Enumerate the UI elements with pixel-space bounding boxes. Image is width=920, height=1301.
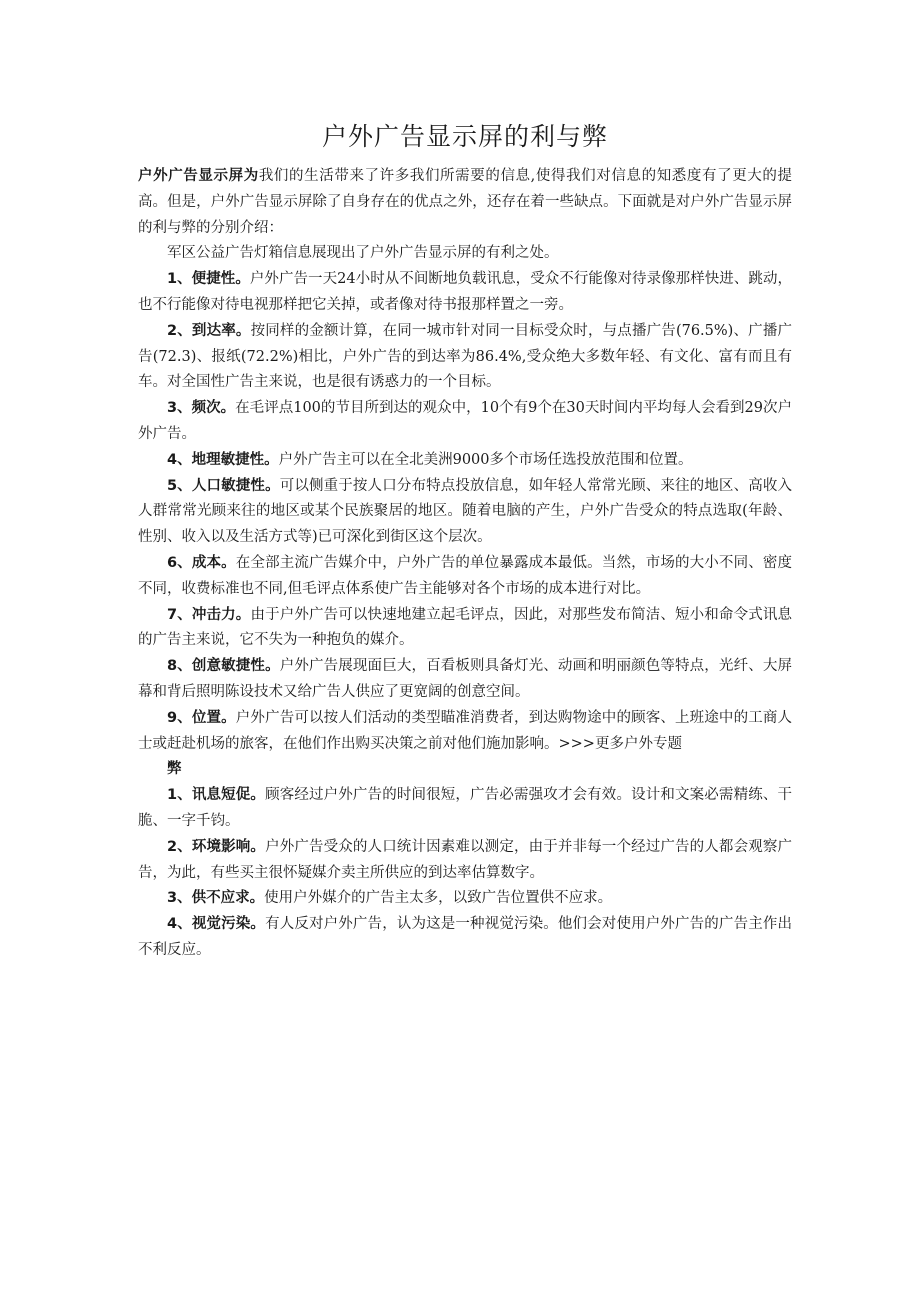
advantage-text: 按同样的金额计算，在同一城市针对同一目标受众时，与点播广告(76.5%)、广播广告(72.3)、报纸(72.2%)相比，户外广告的到达率为86.4%,受众绝大多数年轻、有文化、富有而且有车。对全国性广告主来说，也是很有诱惑力的一个目标。 (138, 322, 792, 391)
advantage-text: 户外广告展现面巨大，百看板则具备灯光、动画和明丽颜色等特点，光纤、大屏幕和背后照明陈设技术又给广告人供应了更宽阔的创意空间。 (138, 658, 792, 700)
advantage-text: 户外广告主可以在全北美洲9000多个市场任选投放范围和位置。 (278, 451, 693, 468)
advantage-item (138, 474, 792, 551)
advantage-item (138, 603, 792, 655)
advantage-lead: 8、创意敏捷性。 (167, 658, 280, 675)
disadvantage-text: 使用户外媒介的广告主太多，以致广告位置供不应求。 (264, 890, 613, 907)
disadvantage-text: 有人反对户外广告，认为这是一种视觉污染。他们会对使用户外广告的广告主作出不利反应。 (138, 916, 792, 958)
advantage-item (138, 654, 792, 706)
disadvantages-heading: 弊 (167, 761, 182, 778)
advantage-lead: 1、便捷性。 (167, 271, 250, 288)
advantage-item (138, 396, 792, 448)
advantage-lead: 9、位置。 (167, 709, 236, 726)
advantage-lead: 5、人口敏捷性。 (167, 477, 280, 494)
disadvantage-lead: 4、视觉污染。 (167, 916, 266, 933)
disadvantage-item (138, 886, 792, 912)
advantage-lead: 3、频次。 (167, 400, 236, 417)
advantage-lead: 7、冲击力。 (167, 606, 251, 623)
intro-lead: 户外广告显示屏为 (138, 168, 259, 184)
advantage-text: 户外广告一天24小时从不间断地负载讯息，受众不行能像对待录像那样快进、跳动，也不行能像对待电视那样把它关掉，或者像对待书报那样置之一旁。 (138, 271, 792, 313)
disadvantage-item (138, 912, 792, 964)
advantage-text: 在全部主流广告媒介中，户外广告的单位暴露成本最低。当然，市场的大小不同、密度不同，收费标准也不同,但毛评点体系使广告主能够对各个市场的成本进行对比。 (138, 554, 792, 597)
advantage-text: 户外广告可以按人们活动的类型瞄准消费者，到达购物途中的顾客、上班途中的工商人士或赶赴机场的旅客，在他们作出购买决策之前对他们施加影响。>>>更多户外专题 (138, 709, 792, 752)
advantage-text: 在毛评点100的节目所到达的观众中，10个有9个在30天时间内平均每人会看到29次户外广告。 (138, 400, 792, 442)
advantage-text: 由于户外广告可以快速地建立起毛评点，因此，对那些发布简洁、短小和命令式讯息的广告主来说，它不失为一种抱负的媒介。 (138, 606, 792, 649)
disadvantage-lead: 1、讯息短促。 (167, 787, 266, 804)
disadvantage-item (138, 835, 792, 887)
intro-paragraph (138, 164, 792, 241)
advantage-item (138, 551, 792, 603)
advantages-intro: 军区公益广告灯箱信息展现出了户外广告显示屏的有利之处。 (167, 245, 559, 262)
document-title: 户外广告显示屏的利与弊 (321, 122, 608, 151)
disadvantage-text: 顾客经过户外广告的时间很短，广告必需强攻才会有效。设计和文案必需精练、干脆、一字千钧。 (138, 787, 792, 829)
disadvantage-lead: 3、供不应求。 (167, 890, 265, 907)
advantage-lead: 6、成本。 (167, 554, 236, 571)
advantage-item (138, 706, 792, 758)
advantage-item (138, 448, 792, 474)
advantage-text: 可以侧重于按人口分布特点投放信息，如年轻人常常光顾、来往的地区、高收入人群常常光顾来往的地区或某个民族聚居的地区。随着电脑的产生，户外广告受众的特点选取(年龄、性别、收入以及生活方式等)已可深化到街区这个层次。 (138, 477, 792, 546)
advantage-lead: 4、地理敏捷性。 (167, 451, 279, 468)
disadvantage-item (138, 783, 792, 835)
advantage-lead: 2、到达率。 (167, 322, 251, 339)
disadvantage-text: 户外广告受众的人口统计因素难以测定，由于并非每一个经过广告的人都会观察广告，为此，有些买主很怀疑媒介卖主所供应的到达率估算数字。 (138, 838, 792, 881)
disadvantage-lead: 2、环境影响。 (167, 838, 266, 855)
intro-text: 我们的生活带来了许多我们所需要的信息,使得我们对信息的知悉度有了更大的提高。但是，户外广告显示屏除了自身存在的优点之外，还存在着一些缺点。下面就是对户外广告显示屏的利与弊的分别介绍： (138, 168, 793, 236)
advantage-item (138, 267, 792, 319)
advantage-item (138, 319, 792, 396)
